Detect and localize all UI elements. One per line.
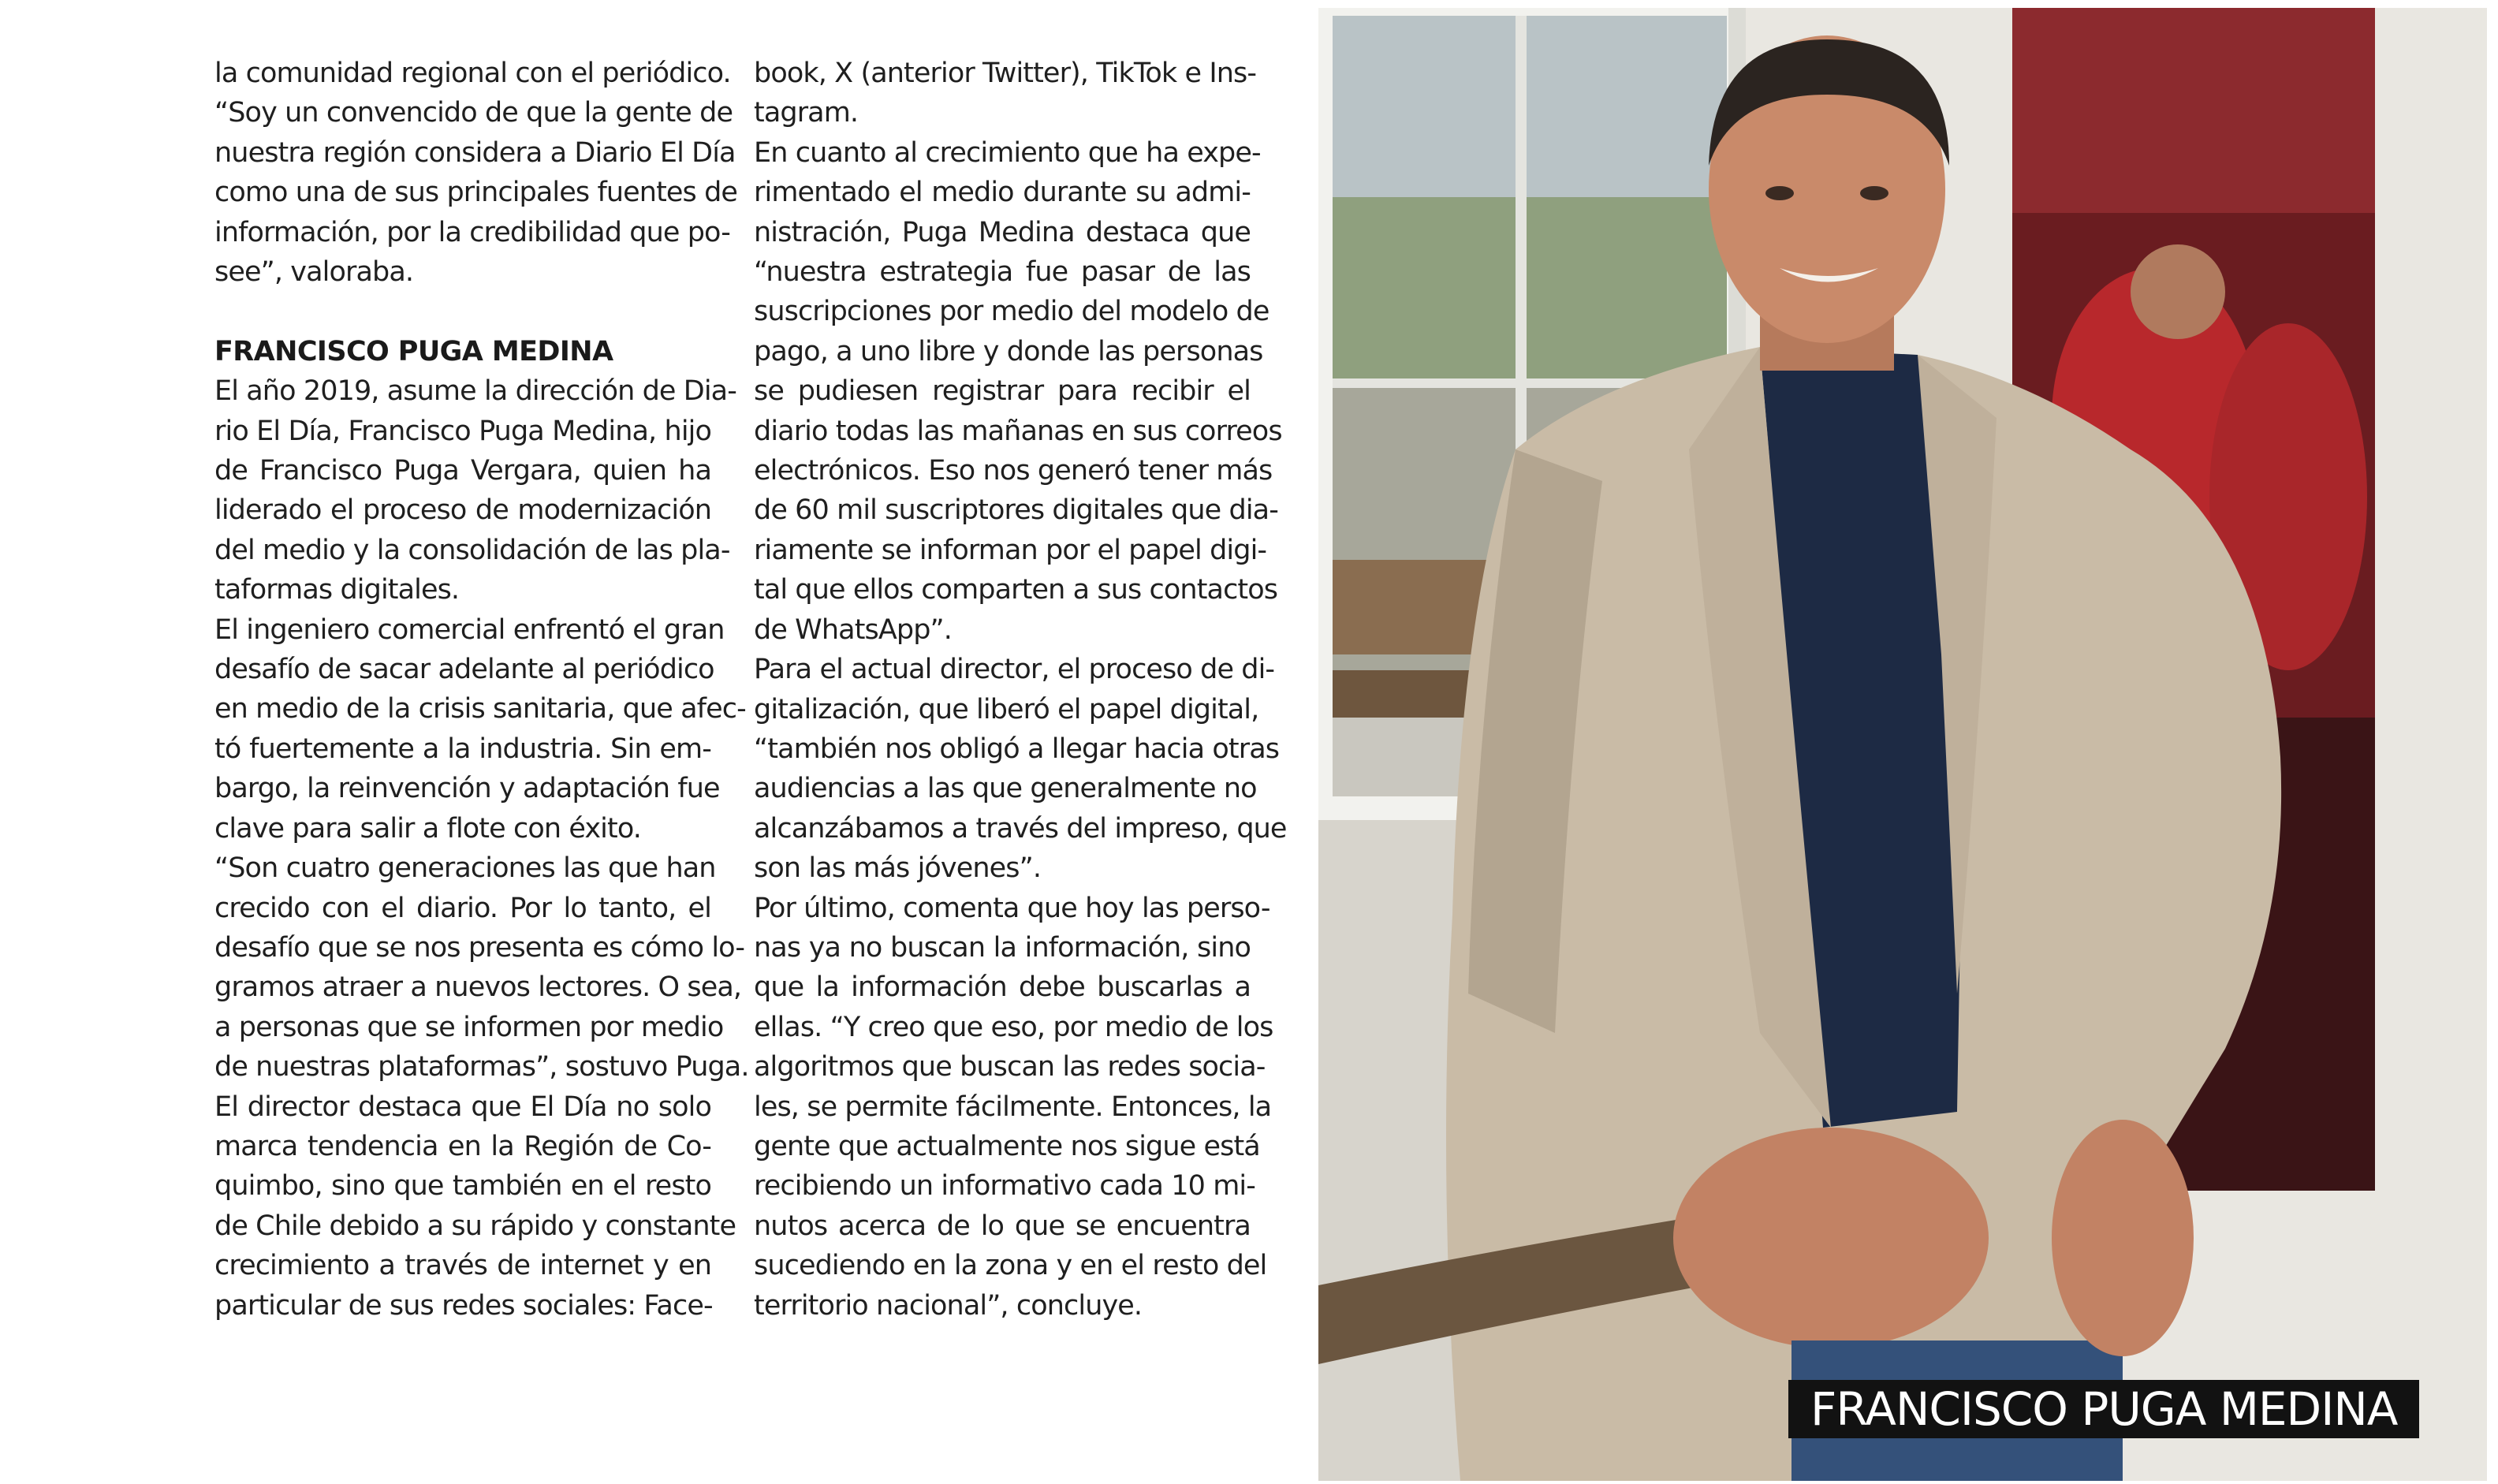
article-column-2 bbox=[754, 54, 1287, 1326]
paragraph bbox=[754, 889, 1273, 1326]
text-line: de 60 mil suscriptores digitales que dia- bbox=[754, 494, 1278, 527]
text-line: crecimiento a través de internet y en bbox=[214, 1250, 711, 1282]
paragraph bbox=[754, 54, 1257, 133]
text-line: tal que ellos comparten a sus contactos bbox=[754, 574, 1278, 606]
text-line: a personas que se informen por medio bbox=[214, 1011, 724, 1043]
text-line: que la información debe buscarlas a bbox=[754, 971, 1251, 1004]
text-line: bargo, la reinvención y adaptación fue bbox=[214, 773, 720, 805]
text-line: “también nos obligó a llegar hacia otras bbox=[754, 733, 1280, 765]
text-line: nas ya no buscan la información, sino bbox=[754, 931, 1251, 964]
text-line: tagram. bbox=[754, 97, 859, 129]
paragraph bbox=[754, 133, 1282, 650]
text-line: El año 2019, asume la dirección de Dia- bbox=[214, 375, 736, 408]
text-line: de WhatsApp”. bbox=[754, 613, 953, 646]
text-line: del medio y la consolidación de las pla- bbox=[214, 534, 730, 566]
text-line: Por último, comenta que hoy las perso- bbox=[754, 892, 1270, 924]
paragraph bbox=[214, 610, 746, 848]
text-line: suscripciones por medio del modelo de bbox=[754, 296, 1270, 328]
text-line: electrónicos. Eso nos generó tener más bbox=[754, 455, 1273, 487]
text-line: alcanzábamos a través del impreso, que bbox=[754, 812, 1287, 845]
text-line: en medio de la crisis sanitaria, que afec- bbox=[214, 693, 746, 725]
text-line: “Son cuatro generaciones las que han bbox=[214, 852, 716, 885]
text-line: desafío que se nos presenta es cómo lo- bbox=[214, 931, 745, 964]
text-line: información, por la credibilidad que po- bbox=[214, 216, 730, 248]
text-line: se pudiesen registrar para recibir el bbox=[754, 375, 1251, 408]
text-line: ellas. “Y creo que eso, por medio de los bbox=[754, 1011, 1273, 1043]
text-line: nutos acerca de lo que se encuentra bbox=[754, 1210, 1251, 1242]
text-line: gitalización, que liberó el papel digital, bbox=[754, 693, 1259, 725]
text-line: rio El Día, Francisco Puga Medina, hijo bbox=[214, 415, 711, 447]
text-line: taformas digitales. bbox=[214, 574, 460, 606]
text-line: gente que actualmente nos sigue está bbox=[754, 1130, 1260, 1162]
text-line: la comunidad regional con el periódico. bbox=[214, 58, 731, 89]
text-line: son las más jóvenes”. bbox=[754, 852, 1042, 885]
section-heading: FRANCISCO PUGA MEDINA bbox=[214, 335, 613, 367]
text-line: pago, a uno libre y donde las personas bbox=[754, 335, 1263, 367]
text-line: Para el actual director, el proceso de di- bbox=[754, 654, 1275, 686]
paragraph bbox=[214, 1087, 736, 1326]
text-line: les, se permite fácilmente. Entonces, la bbox=[754, 1091, 1272, 1123]
text-line: gramos atraer a nuevos lectores. O sea, bbox=[214, 971, 742, 1004]
paragraph bbox=[214, 54, 738, 292]
text-line: algoritmos que buscan las redes socia- bbox=[754, 1051, 1266, 1083]
text-line: nuestra región considera a Diario El Día bbox=[214, 136, 736, 169]
text-line: como una de sus principales fuentes de bbox=[214, 177, 738, 209]
text-line: diario todas las mañanas en sus correos bbox=[754, 415, 1282, 447]
portrait-photo bbox=[1318, 8, 2487, 1481]
text-line: El director destaca que El Día no solo bbox=[214, 1091, 711, 1123]
text-line: crecido con el diario. Por lo tanto, el bbox=[214, 892, 711, 924]
text-line: see”, valoraba. bbox=[214, 256, 414, 289]
text-line: de Francisco Puga Vergara, quien ha bbox=[214, 455, 711, 487]
text-line: audiencias a las que generalmente no bbox=[754, 773, 1257, 805]
text-line: En cuanto al crecimiento que ha expe- bbox=[754, 136, 1261, 169]
text-line: particular de sus redes sociales: Face- bbox=[214, 1289, 713, 1322]
paragraph bbox=[214, 848, 749, 1087]
text-line: recibiendo un informativo cada 10 mi- bbox=[754, 1170, 1255, 1202]
text-line: liderado el proceso de modernización bbox=[214, 494, 711, 527]
text-line: territorio nacional”, concluye. bbox=[754, 1289, 1143, 1322]
paragraph bbox=[214, 371, 736, 610]
text-line: nistración, Puga Medina destaca que bbox=[754, 216, 1251, 248]
text-line: El ingeniero comercial enfrentó el gran bbox=[214, 613, 725, 646]
text-line: book, X (anterior Twitter), TikTok e Ins- bbox=[754, 58, 1257, 89]
photo-caption: FRANCISCO PUGA MEDINA bbox=[1788, 1380, 2419, 1438]
text-line: sucediendo en la zona y en el resto del bbox=[754, 1250, 1267, 1282]
text-line: tó fuertemente a la industria. Sin em- bbox=[214, 733, 711, 765]
text-line: de nuestras plataformas”, sostuvo Puga. bbox=[214, 1051, 749, 1083]
hand bbox=[1673, 1128, 1989, 1348]
text-line: clave para salir a flote con éxito. bbox=[214, 812, 641, 845]
text-line: de Chile debido a su rápido y constante bbox=[214, 1210, 736, 1242]
text-line: rimentado el medio durante su admi- bbox=[754, 177, 1251, 209]
text-line: quimbo, sino que también en el resto bbox=[214, 1170, 711, 1202]
text-line: desafío de sacar adelante al periódico bbox=[214, 654, 714, 686]
text-line: marca tendencia en la Región de Co- bbox=[214, 1130, 711, 1162]
text-line: “nuestra estrategia fue pasar de las bbox=[754, 256, 1251, 289]
paragraph bbox=[754, 650, 1287, 888]
text-line: riamente se informan por el papel digi- bbox=[754, 534, 1267, 566]
hand-right bbox=[2052, 1120, 2194, 1356]
text-line: “Soy un convencido de que la gente de bbox=[214, 97, 733, 129]
article-column-1 bbox=[214, 54, 749, 1326]
